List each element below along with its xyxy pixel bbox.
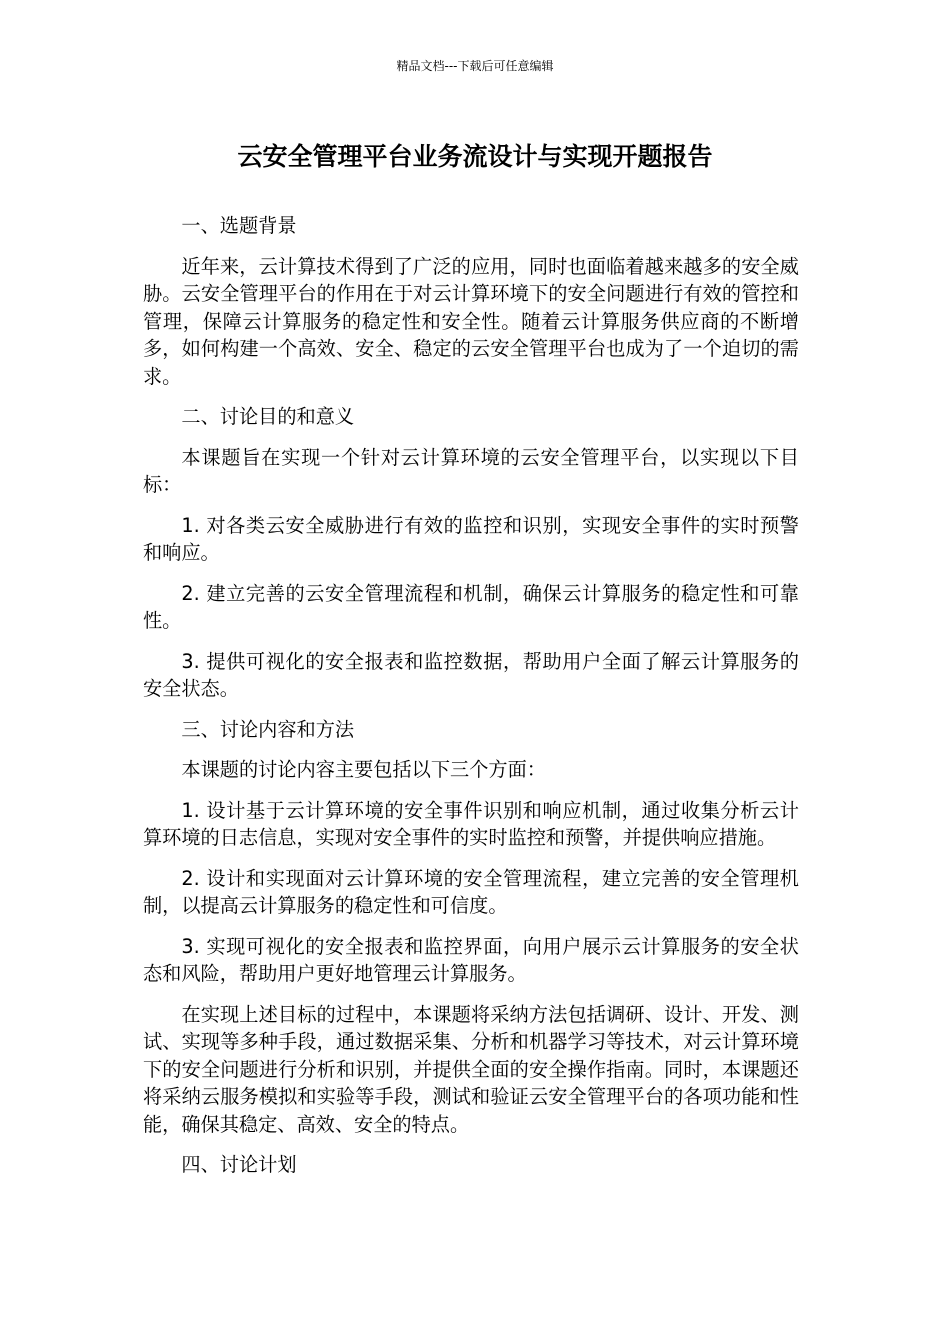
paragraph: 本课题旨在实现一个针对云计算环境的云安全管理平台，以实现以下目标： bbox=[143, 445, 799, 496]
paragraph: 在实现上述目标的过程中，本课题将采纳方法包括调研、设计、开发、测试、实现等多种手段，通过数据采集、分析和机器学习等技术，对云计算环境下的安全问题进行分析和识别，并提供全面的安全操作指南。同时，本课题还将采纳云服务模拟和实验等手段，测试和验证云安全管理平台的各项功能和性能，确保其稳定、高效、安全的特点。 bbox=[143, 1002, 799, 1136]
list-item: 1. 设计基于云计算环境的安全事件识别和响应机制，通过收集分析云计算环境的日志信息，实现对安全事件的实时监控和预警，并提供响应措施。 bbox=[143, 798, 799, 849]
section-heading-background: 一、选题背景 bbox=[181, 214, 297, 237]
paragraph: 近年来，云计算技术得到了广泛的应用，同时也面临着越来越多的安全威胁。云安全管理平台的作用在于对云计算环境下的安全问题进行有效的管控和管理，保障云计算服务的稳定性和安全性。随着云计算服务供应商的不断增多，如何构建一个高效、安全、稳定的云安全管理平台也成为了一个迫切的需求。 bbox=[143, 254, 799, 388]
document-title: 云安全管理平台业务流设计与实现开题报告 bbox=[237, 142, 713, 171]
list-item: 3. 实现可视化的安全报表和监控界面，向用户展示云计算服务的安全状态和风险，帮助用户更好地管理云计算服务。 bbox=[143, 934, 799, 985]
list-item: 2. 设计和实现面对云计算环境的安全管理流程，建立完善的安全管理机制，以提高云计算服务的稳定性和可信度。 bbox=[143, 866, 799, 917]
document-body bbox=[143, 212, 799, 1192]
list-item: 1. 对各类云安全威胁进行有效的监控和识别，实现安全事件的实时预警和响应。 bbox=[143, 513, 799, 564]
header-note: 精品文档---下载后可任意编辑 bbox=[396, 59, 554, 73]
section-heading-content-method: 三、讨论内容和方法 bbox=[181, 717, 355, 741]
list-item: 2. 建立完善的云安全管理流程和机制，确保云计算服务的稳定性和可靠性。 bbox=[143, 581, 799, 632]
section-heading-plan: 四、讨论计划 bbox=[181, 1153, 297, 1176]
section-heading-purpose: 二、讨论目的和意义 bbox=[181, 405, 355, 428]
list-item: 3. 提供可视化的安全报表和监控数据，帮助用户全面了解云计算服务的安全状态。 bbox=[143, 649, 799, 700]
paragraph: 本课题的讨论内容主要包括以下三个方面： bbox=[181, 758, 546, 781]
